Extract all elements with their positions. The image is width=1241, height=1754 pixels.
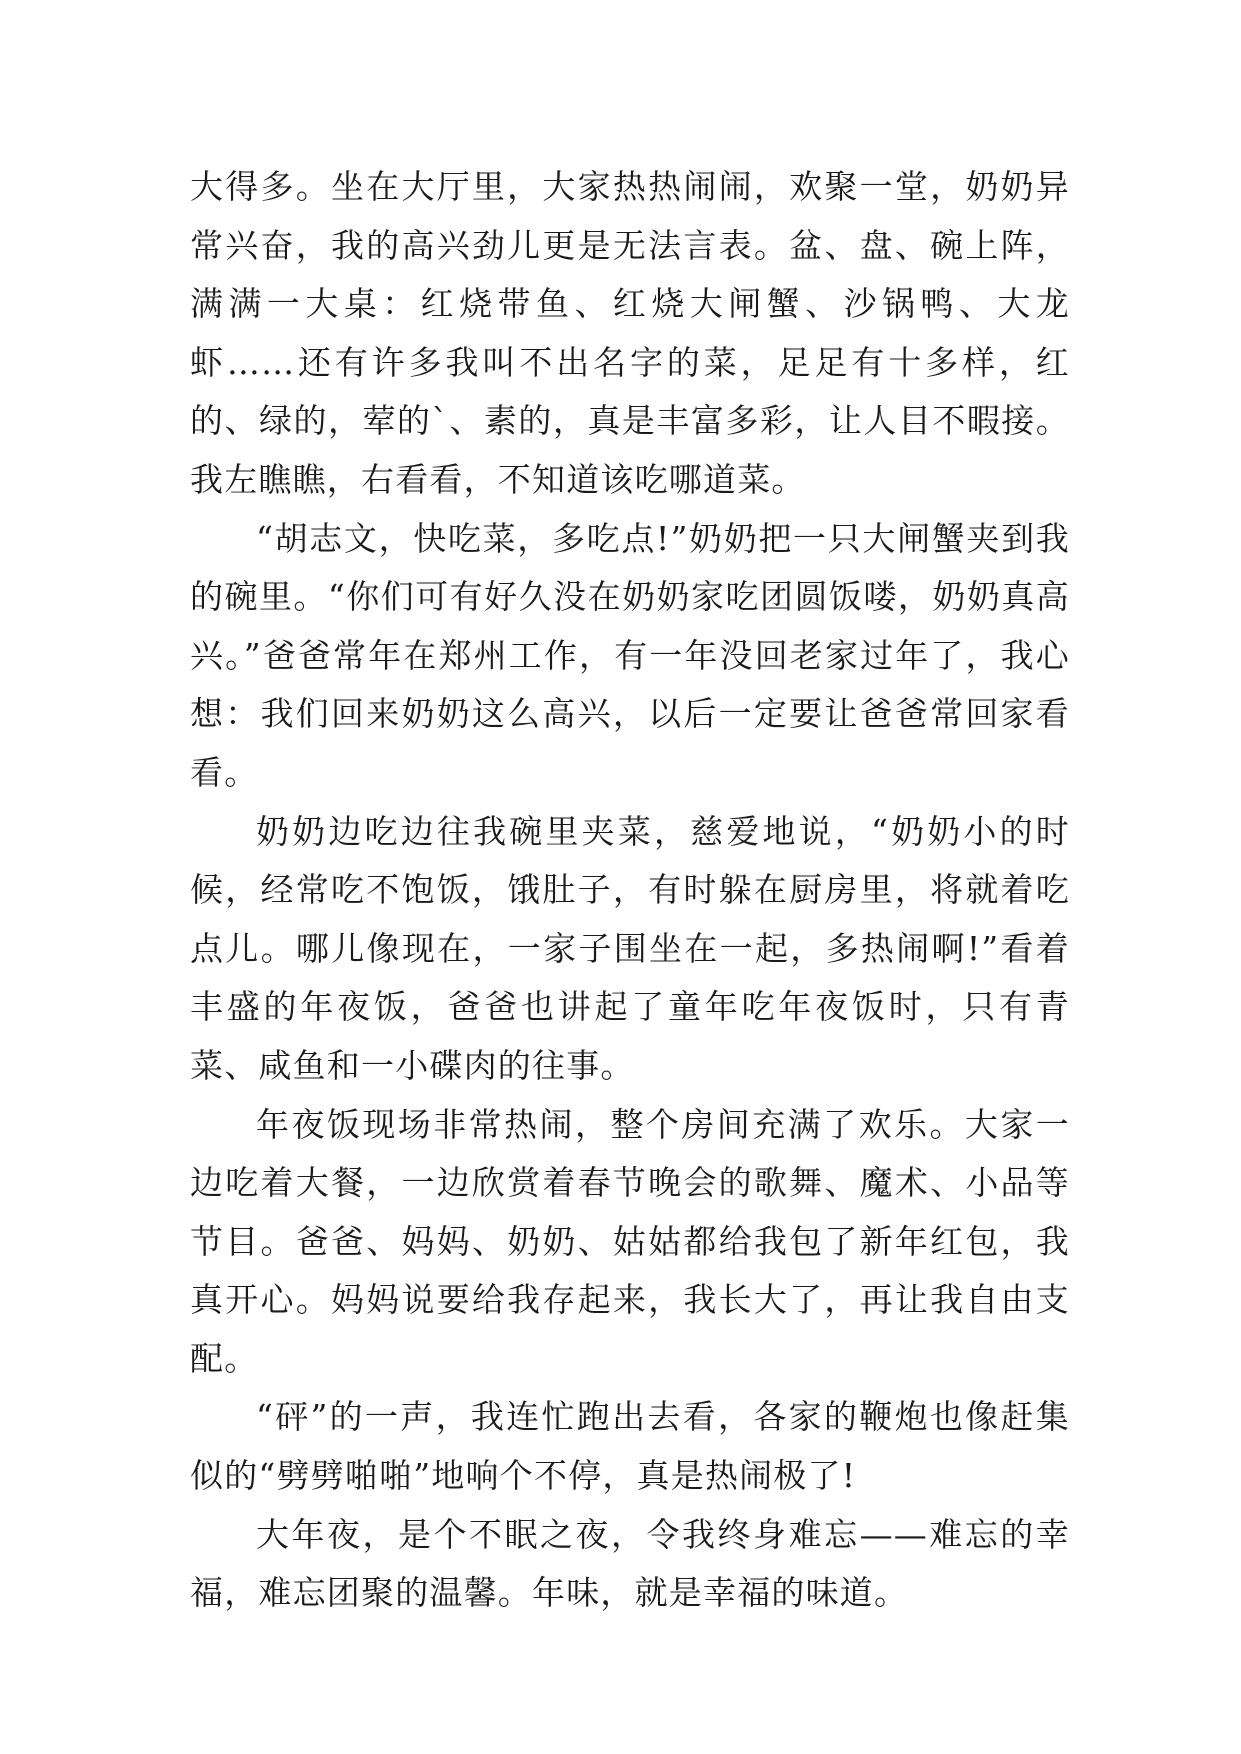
paragraph: 奶奶边吃边往我碗里夹菜，慈爱地说，“奶奶小的时候，经常吃不饱饭，饿肚子，有时躲在厨房里，将就着吃点儿。哪儿像现在，一家子围坐在一起，多热闹啊!”看着丰盛的年夜饭，爸爸也讲起了童年吃年夜饭时，只有青菜、咸鱼和一小碟肉的往事。 <box>190 811 1070 1085</box>
article-body <box>190 158 1070 1623</box>
paragraph-continued: 大得多。坐在大厅里，大家热热闹闹，欢聚一堂，奶奶异常兴奋，我的高兴劲儿更是无法言表。盆、盘、碗上阵，满满一大桌：红烧带鱼、红烧大闸蟹、沙锅鸭、大龙虾……还有许多我叫不出名字的菜，足足有十多样，红的、绿的，荤的`、素的，真是丰富多彩，让人目不暇接。我左瞧瞧，右看看，不知道该吃哪道菜。 <box>190 167 1070 499</box>
paragraph: “胡志文，快吃菜，多吃点!”奶奶把一只大闸蟹夹到我的碗里。“你们可有好久没在奶奶家吃团圆饭喽，奶奶真高兴。”爸爸常年在郑州工作，有一年没回老家过年了，我心想：我们回来奶奶这么高兴，以后一定要让爸爸常回家看看。 <box>190 518 1070 792</box>
paragraph: 年夜饭现场非常热闹，整个房间充满了欢乐。大家一边吃着大餐，一边欣赏着春节晚会的歌舞、魔术、小品等节目。爸爸、妈妈、奶奶、姑姑都给我包了新年红包，我真开心。妈妈说要给我存起来，我长大了，再让我自由支配。 <box>190 1104 1070 1378</box>
paragraph: “砰”的一声，我连忙跑出去看，各家的鞭炮也像赶集似的“劈劈啪啪”地响个不停，真是热闹极了! <box>190 1397 1070 1496</box>
paragraph: 大年夜，是个不眠之夜，令我终身难忘——难忘的幸福，难忘团聚的温馨。年味，就是幸福的味道。 <box>190 1514 1070 1613</box>
